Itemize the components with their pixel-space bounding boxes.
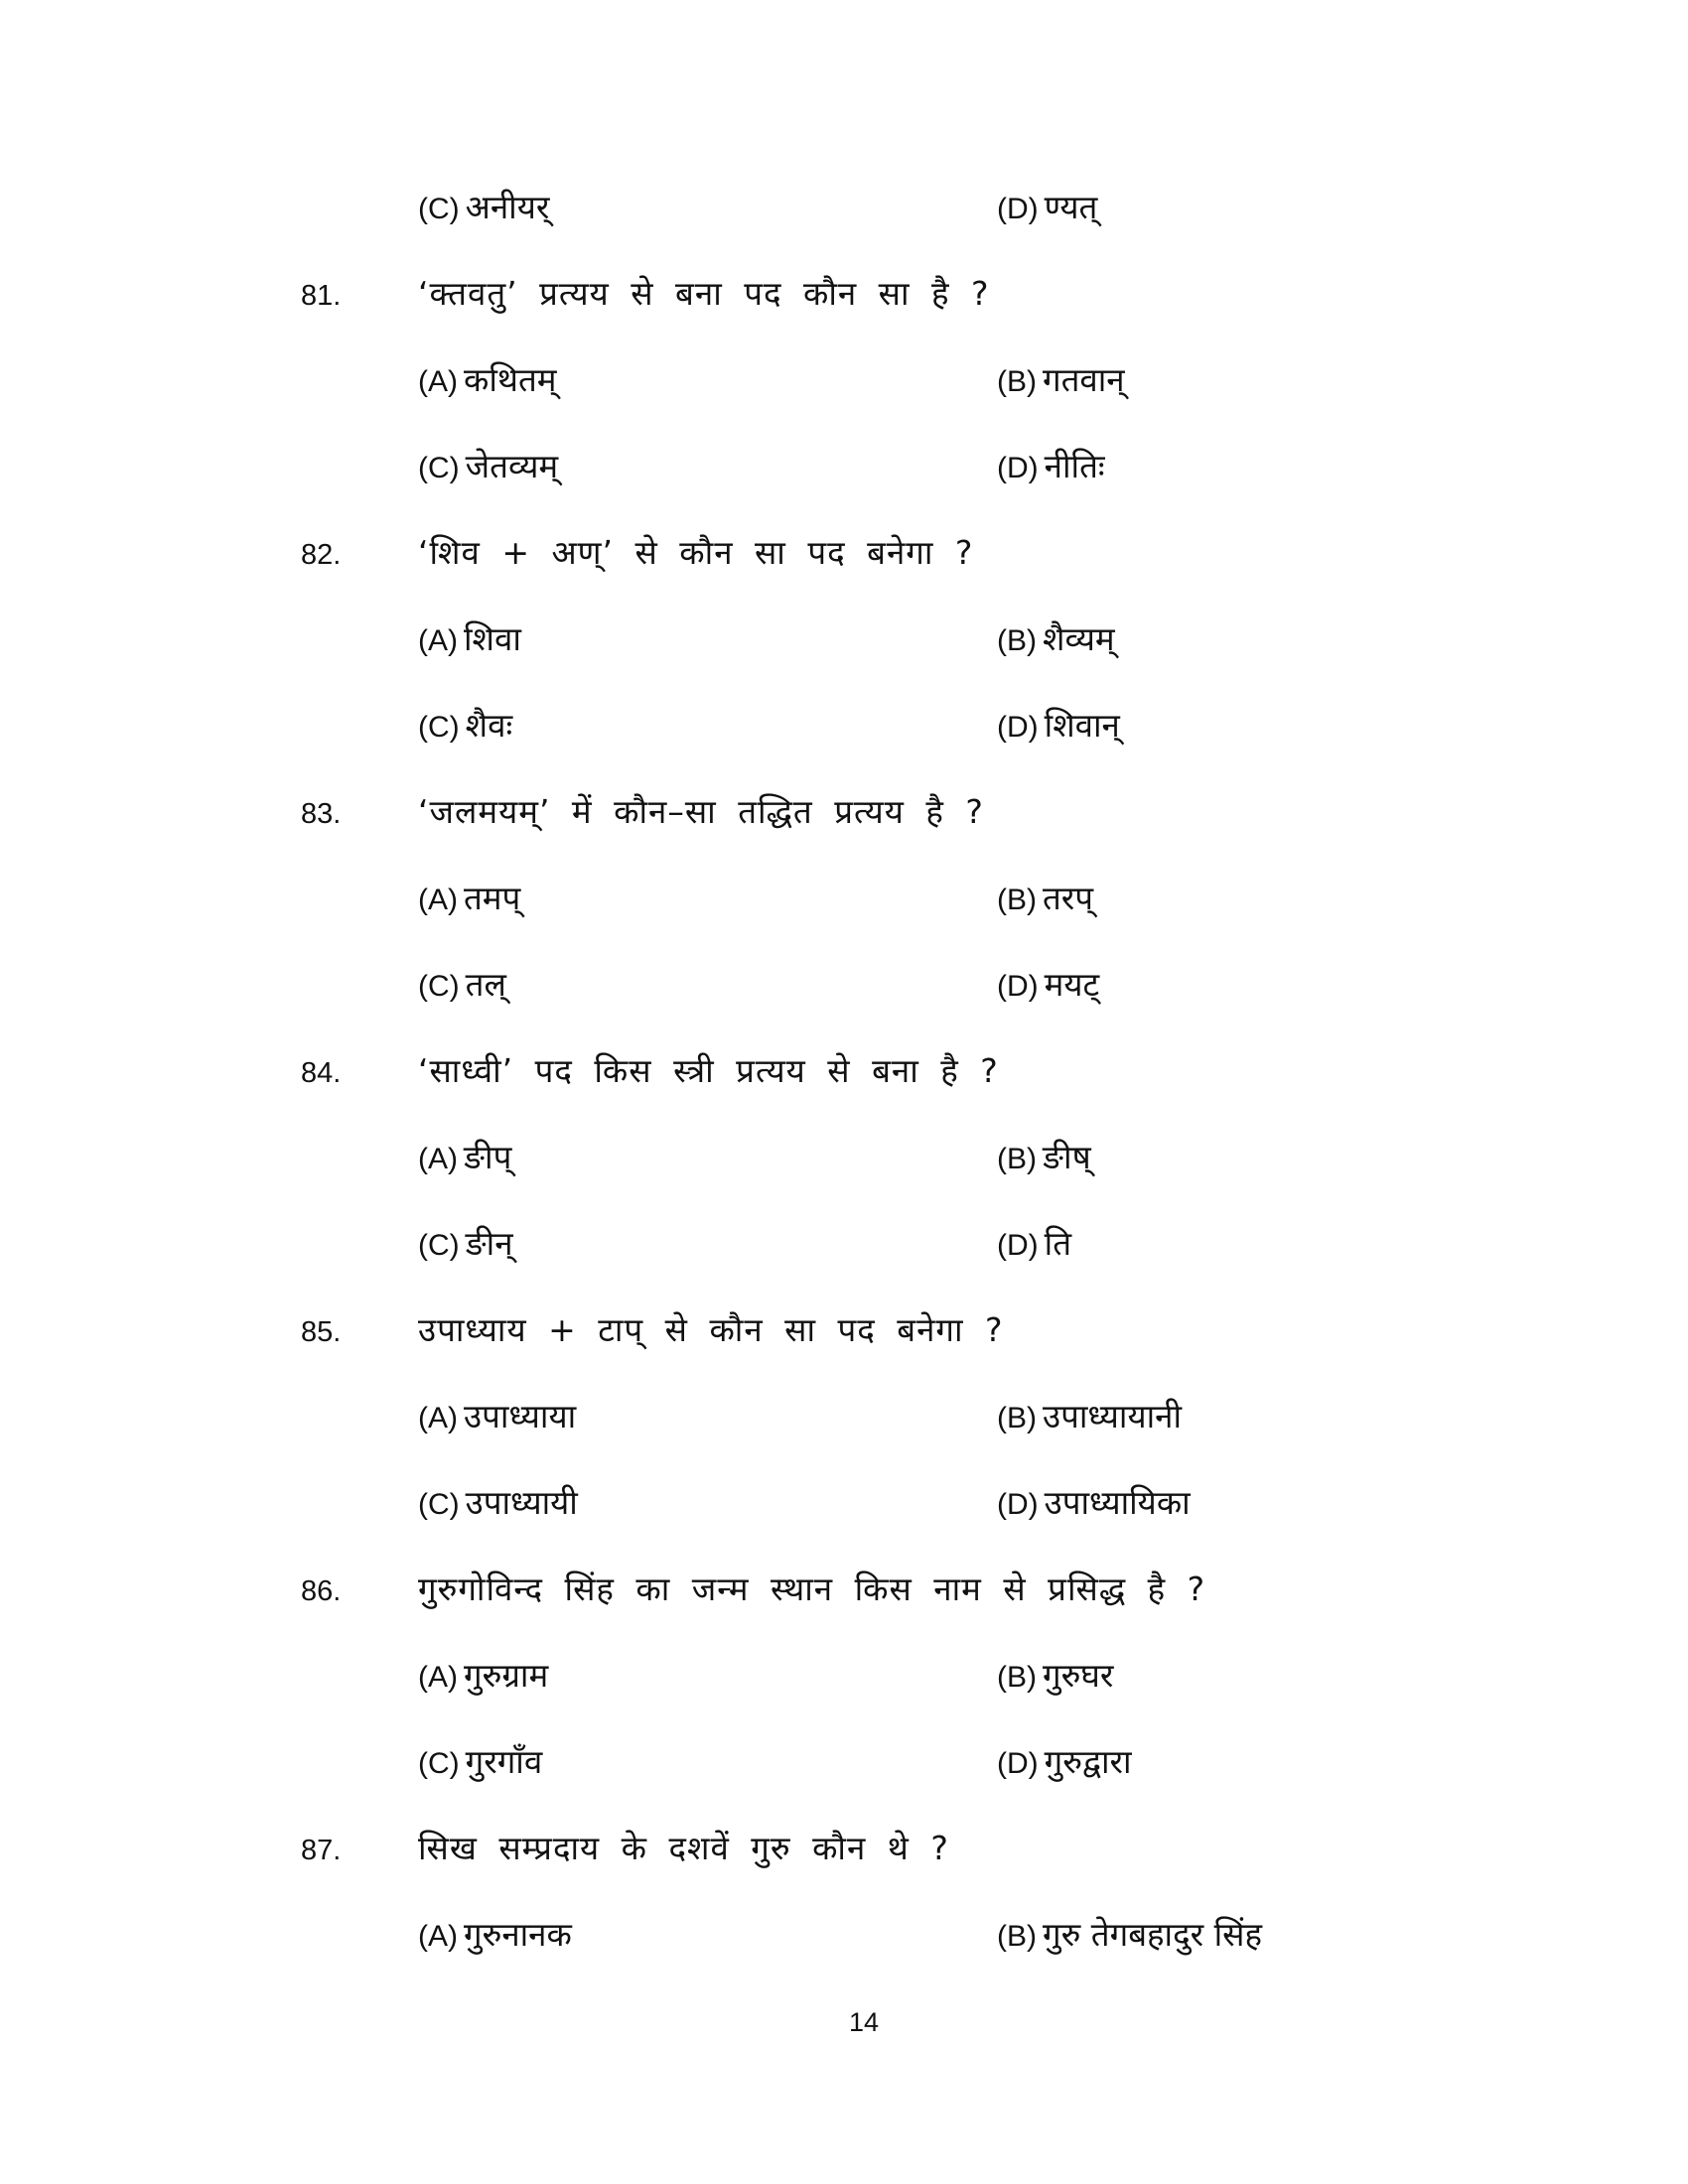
option-label: (B) (997, 1661, 1037, 1694)
option-b (997, 615, 1115, 660)
option-label: (C) (418, 193, 460, 225)
option-text: तल् (465, 965, 506, 1004)
option-row (0, 957, 1688, 1017)
option-text: शैव्यम् (1043, 619, 1115, 658)
option-row (0, 1648, 1688, 1707)
option-text: गुरगाँव (465, 1742, 543, 1781)
option-label: (D) (997, 970, 1039, 1003)
option-c (418, 443, 558, 487)
question-number: 86. (301, 1575, 342, 1607)
option-a (418, 1134, 511, 1178)
option-b (997, 875, 1093, 919)
option-d (997, 961, 1099, 1006)
question-text: उपाध्याय + टाप् से कौन सा पद बनेगा ? (418, 1310, 1004, 1349)
option-a (418, 1911, 572, 1956)
option-text: उपाध्यायी (465, 1483, 578, 1522)
option-row (0, 1389, 1688, 1448)
option-text: अनीयर् (465, 188, 550, 226)
option-text: ण्यत् (1044, 188, 1098, 226)
option-d (997, 1738, 1132, 1783)
option-d (997, 1220, 1071, 1265)
option-row (0, 1216, 1688, 1276)
option-row (0, 1734, 1688, 1794)
option-row (0, 871, 1688, 930)
option-row (0, 698, 1688, 757)
option-row (0, 1907, 1688, 1967)
option-a (418, 1393, 576, 1437)
option-text: ति (1044, 1224, 1072, 1263)
option-row (0, 612, 1688, 671)
option-text: गुरुग्राम (464, 1656, 549, 1695)
option-text: गुरुनानक (464, 1915, 572, 1954)
option-label: (C) (418, 970, 460, 1003)
option-c (418, 184, 549, 228)
option-text: ङीष् (1043, 1138, 1091, 1176)
question-text: गुरुगोविन्द सिंह का जन्म स्थान किस नाम से प्रसिद्ध है ? (418, 1570, 1206, 1608)
option-d (997, 702, 1120, 747)
question-number: 84. (301, 1057, 342, 1089)
question-82 (0, 525, 1688, 585)
option-a (418, 615, 521, 660)
option-d (997, 1479, 1191, 1524)
question-83 (0, 784, 1688, 844)
question-text: ‘क्तवतु’ प्रत्यय से बना पद कौन सा है ? (418, 274, 990, 313)
option-label: (D) (997, 193, 1039, 225)
page-number: 14 (848, 2007, 880, 2037)
option-c (418, 1738, 542, 1783)
option-label: (A) (418, 624, 458, 657)
option-label: (D) (997, 1747, 1039, 1780)
option-row (0, 352, 1688, 412)
question-86 (0, 1562, 1688, 1621)
option-b (997, 1911, 1262, 1956)
option-a (418, 356, 557, 401)
option-label: (D) (997, 711, 1039, 744)
option-label: (B) (997, 1143, 1037, 1175)
option-c (418, 961, 506, 1006)
option-text: शैवः (465, 706, 513, 745)
question-87 (0, 1821, 1688, 1880)
option-label: (B) (997, 365, 1037, 398)
question-text: सिख सम्प्रदाय के दशवें गुरु कौन थे ? (418, 1829, 949, 1867)
option-text: शिवान् (1044, 706, 1120, 745)
option-b (997, 1134, 1091, 1178)
option-b (997, 1393, 1182, 1437)
option-label: (C) (418, 711, 460, 744)
option-label: (A) (418, 1920, 458, 1953)
option-text: कथितम् (464, 360, 557, 399)
option-label: (A) (418, 884, 458, 916)
question-text: ‘साध्वी’ पद किस स्त्री प्रत्यय से बना है ? (418, 1051, 999, 1090)
option-text: उपाध्यायानी (1043, 1397, 1183, 1435)
option-row (0, 1475, 1688, 1535)
option-label: (B) (997, 624, 1037, 657)
option-label: (C) (418, 1488, 460, 1521)
option-text: गुरुद्वारा (1044, 1742, 1132, 1781)
question-number: 83. (301, 798, 342, 830)
option-text: जेतव्यम् (465, 447, 559, 485)
question-number: 87. (301, 1835, 342, 1866)
option-d (997, 184, 1097, 228)
question-84 (0, 1043, 1688, 1103)
option-row (0, 180, 1688, 239)
question-number: 82. (301, 539, 342, 571)
option-label: (B) (997, 884, 1037, 916)
option-text: तमप् (464, 879, 521, 917)
option-text: उपाध्याया (464, 1397, 577, 1435)
option-text: तरप् (1043, 879, 1094, 917)
option-b (997, 356, 1125, 401)
option-label: (C) (418, 1747, 460, 1780)
option-text: ङीन् (465, 1224, 513, 1263)
question-81 (0, 266, 1688, 326)
option-text: उपाध्यायिका (1044, 1483, 1191, 1522)
question-text: ‘शिव + अण्’ से कौन सा पद बनेगा ? (418, 533, 974, 572)
option-b (997, 1652, 1113, 1697)
option-row (0, 439, 1688, 498)
option-label: (D) (997, 1488, 1039, 1521)
option-c (418, 1220, 513, 1265)
option-c (418, 702, 512, 747)
option-row (0, 1130, 1688, 1189)
option-d (997, 443, 1105, 487)
option-label: (B) (997, 1402, 1037, 1434)
question-text: ‘जलमयम्’ में कौन–सा तद्धित प्रत्यय है ? (418, 792, 984, 831)
option-text: ङीप् (464, 1138, 512, 1176)
option-text: शिवा (464, 619, 521, 658)
option-label: (A) (418, 1143, 458, 1175)
option-a (418, 1652, 548, 1697)
option-a (418, 875, 520, 919)
option-label: (A) (418, 1661, 458, 1694)
option-text: गुरु तेगबहादुर सिंह (1043, 1915, 1262, 1954)
option-label: (D) (997, 452, 1039, 484)
question-85 (0, 1302, 1688, 1362)
option-label: (B) (997, 1920, 1037, 1953)
question-number: 85. (301, 1316, 342, 1348)
option-text: मयट् (1044, 965, 1100, 1004)
option-c (418, 1479, 578, 1524)
option-text: नीतिः (1044, 447, 1105, 485)
option-label: (C) (418, 1229, 460, 1262)
option-label: (A) (418, 1402, 458, 1434)
option-label: (C) (418, 452, 460, 484)
option-label: (D) (997, 1229, 1039, 1262)
option-text: गुरुघर (1043, 1656, 1114, 1695)
option-text: गतवान् (1043, 360, 1125, 399)
option-label: (A) (418, 365, 458, 398)
question-number: 81. (301, 280, 342, 312)
